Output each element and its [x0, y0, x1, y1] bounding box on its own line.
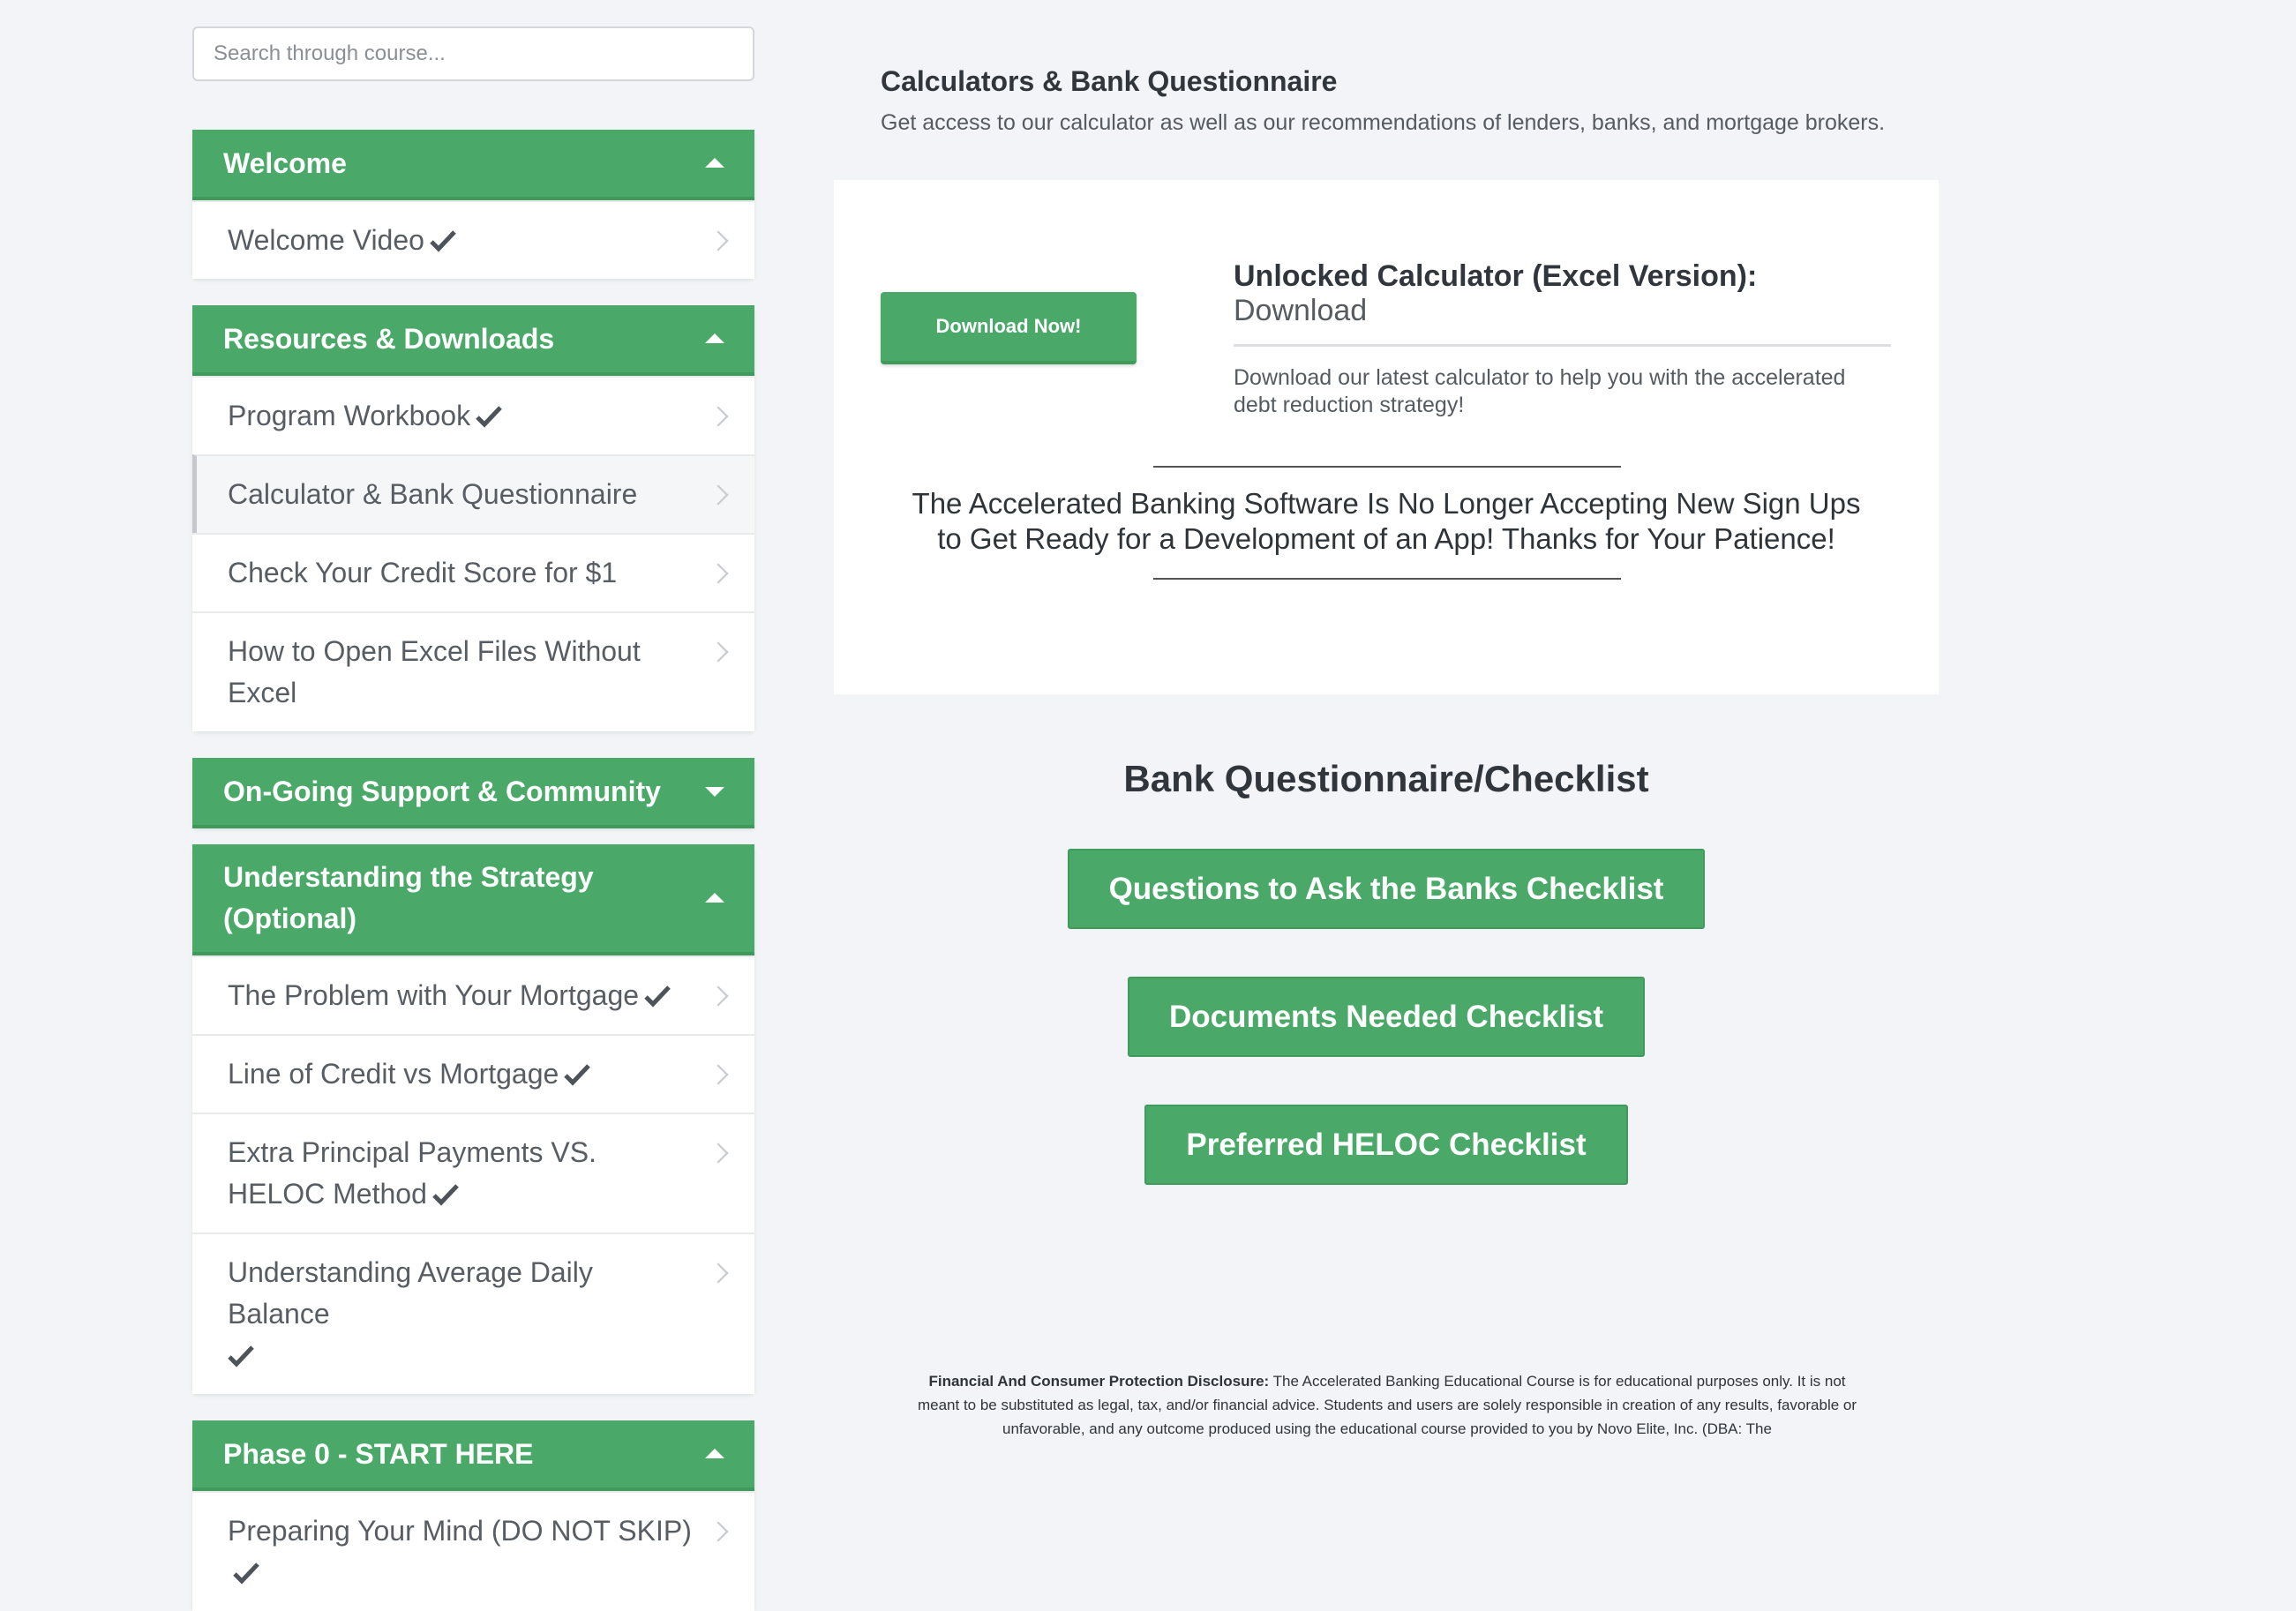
- financial-disclaimer: [916, 1369, 1858, 1441]
- module-title: Resources & Downloads: [223, 322, 555, 355]
- course-sidebar: [192, 26, 754, 1611]
- chevron-right-icon: [708, 484, 728, 505]
- module-understanding-strategy: [192, 844, 754, 1394]
- download-link[interactable]: Download: [1234, 294, 1368, 327]
- chevron-right-icon: [708, 406, 728, 426]
- chevron-right-icon: [708, 985, 728, 1006]
- chevron-right-icon: [708, 1263, 728, 1283]
- lesson-calculator-bank-questionnaire[interactable]: [192, 454, 754, 533]
- lesson-label: Understanding Average Daily Balance: [228, 1256, 593, 1330]
- lesson-check-credit-score[interactable]: [192, 533, 754, 611]
- lesson-label: Extra Principal Payments VS. HELOC Method: [228, 1136, 597, 1210]
- checkmark-icon: [430, 229, 456, 252]
- lesson-label: Line of Credit vs Mortgage: [228, 1058, 559, 1090]
- disclaimer-text: The Accelerated Banking Educational Course is for educational purposes only. It is not meant to be substituted as legal, tax, and/or financial advice. Students and users are solely responsible in creation of any results, favorable or unfavorable, and any outcome produced using the educational course provided to you by Novo Elite, Inc. (DBA: The: [917, 1373, 1857, 1437]
- page-subtitle: Get access to our calculator as well as our recommendations of lenders, banks, and mortgage brokers.: [881, 110, 1886, 135]
- chevron-right-icon: [708, 563, 728, 583]
- unlocked-calculator-description: Download our latest calculator to help you with the accelerated debt reduction strategy!: [1234, 365, 1846, 417]
- lesson-label: Check Your Credit Score for $1: [228, 557, 618, 588]
- checkmark-icon: [228, 1345, 254, 1367]
- checklist-buttons: [834, 800, 1939, 1185]
- unlocked-calculator-title: [1234, 259, 1891, 347]
- documents-checklist-button[interactable]: Documents Needed Checklist: [1128, 977, 1645, 1057]
- module-title: On-Going Support & Community: [223, 775, 661, 807]
- chevron-right-icon: [708, 641, 728, 662]
- lesson-open-excel-files[interactable]: [192, 611, 754, 731]
- lesson-label: The Problem with Your Mortgage: [228, 979, 640, 1011]
- lesson-program-workbook[interactable]: [192, 376, 754, 454]
- lesson-extra-principal[interactable]: [192, 1113, 754, 1233]
- notice-divider-top: [1153, 466, 1621, 468]
- download-now-button[interactable]: Download Now!: [881, 292, 1137, 364]
- module-header-welcome[interactable]: [192, 130, 754, 200]
- caret-down-icon: [705, 787, 724, 797]
- bank-questionnaire-title: Bank Questionnaire/Checklist: [1123, 758, 1649, 799]
- lesson-label: How to Open Excel Files Without Excel: [228, 635, 641, 708]
- module-header-understanding-strategy[interactable]: [192, 844, 754, 955]
- checkmark-icon: [644, 985, 671, 1008]
- notice-divider-bottom: [1153, 578, 1621, 580]
- lesson-preparing-your-mind[interactable]: [192, 1491, 754, 1611]
- chevron-right-icon: [708, 230, 728, 251]
- chevron-right-icon: [708, 1064, 728, 1084]
- module-title: Welcome: [223, 146, 347, 179]
- module-ongoing-support: [192, 758, 754, 828]
- questions-checklist-button[interactable]: Questions to Ask the Banks Checklist: [1068, 849, 1706, 929]
- lesson-header: [834, 19, 1939, 180]
- lesson-label: Calculator & Bank Questionnaire: [228, 478, 638, 510]
- checkmark-icon: [233, 1562, 259, 1585]
- checkmark-icon: [476, 405, 502, 428]
- caret-up-icon: [705, 893, 724, 903]
- search-input[interactable]: [192, 26, 754, 81]
- software-notice: The Accelerated Banking Software Is No Longer Accepting New Sign Ups to Get Ready for a Development of an App! Thanks for Your Patience!: [912, 487, 1861, 555]
- module-title: Understanding the Strategy (Optional): [223, 861, 594, 934]
- lesson-problem-with-mortgage[interactable]: [192, 955, 754, 1034]
- lesson-label: Preparing Your Mind (DO NOT SKIP): [228, 1515, 692, 1547]
- lesson-label: Welcome Video: [228, 224, 424, 256]
- module-header-ongoing-support[interactable]: [192, 758, 754, 828]
- module-welcome: [192, 130, 754, 279]
- lesson-welcome-video[interactable]: [192, 200, 754, 279]
- caret-up-icon: [705, 1449, 724, 1458]
- calculator-card: [834, 180, 1939, 694]
- module-title: Phase 0 - START HERE: [223, 1437, 534, 1470]
- unlocked-calculator-info: [1234, 259, 1891, 419]
- module-header-phase-0[interactable]: [192, 1420, 754, 1491]
- lesson-content: [834, 19, 1939, 1437]
- checkmark-icon: [432, 1183, 459, 1206]
- disclaimer-heading: Financial And Consumer Protection Disclosure:: [928, 1373, 1270, 1390]
- lesson-average-daily-balance[interactable]: [192, 1233, 754, 1394]
- module-resources-downloads: [192, 305, 754, 731]
- caret-up-icon: [705, 333, 724, 343]
- caret-up-icon: [705, 158, 724, 168]
- heloc-checklist-button[interactable]: Preferred HELOC Checklist: [1144, 1105, 1627, 1185]
- module-header-resources[interactable]: [192, 305, 754, 376]
- module-phase-0: [192, 1420, 754, 1611]
- chevron-right-icon: [708, 1521, 728, 1541]
- page-title: Calculators & Bank Questionnaire: [881, 65, 1338, 97]
- lesson-label: Program Workbook: [228, 400, 471, 431]
- checkmark-icon: [564, 1063, 590, 1086]
- unlocked-calculator-label: Unlocked Calculator (Excel Version):: [1234, 259, 1758, 293]
- chevron-right-icon: [708, 1143, 728, 1163]
- lesson-line-of-credit[interactable]: [192, 1034, 754, 1113]
